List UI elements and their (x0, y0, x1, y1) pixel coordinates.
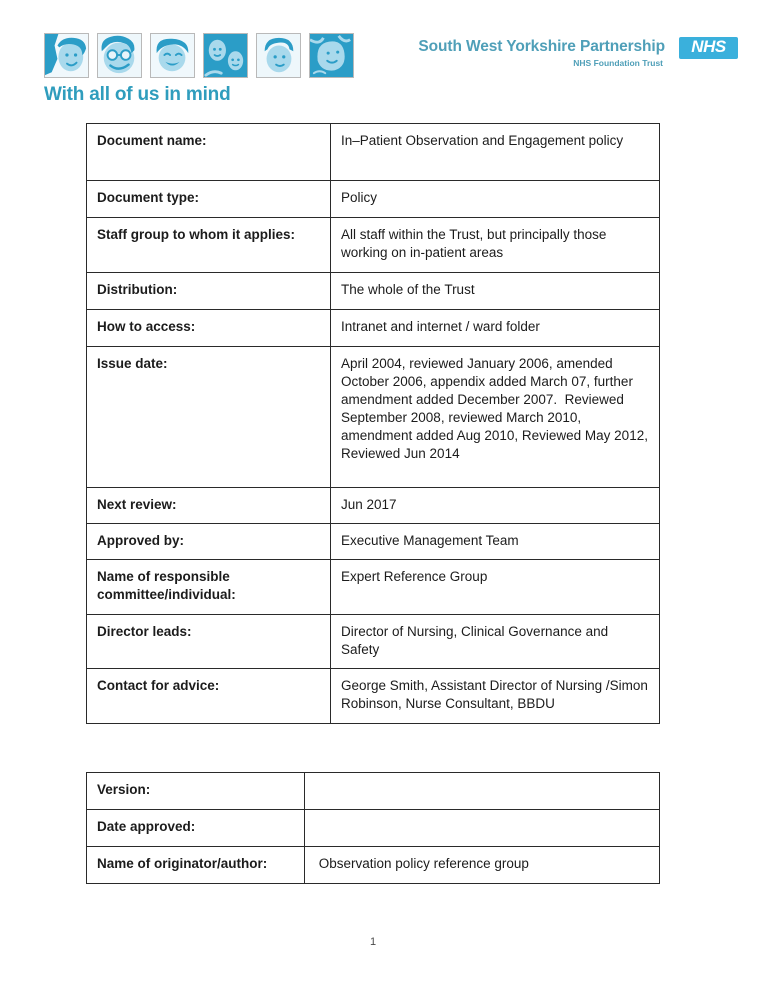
document-metadata-table (86, 123, 660, 724)
foundation-trust-label: NHS Foundation Trust (573, 58, 663, 68)
face-1-icon (44, 33, 89, 78)
row-value: Expert Reference Group (331, 560, 660, 615)
table-row-date-approved (87, 810, 660, 847)
row-value: Executive Management Team (331, 524, 660, 560)
nhs-text-column (418, 37, 665, 68)
row-label: Date approved: (87, 810, 305, 847)
table-row-version (87, 773, 660, 810)
row-value: The whole of the Trust (331, 273, 660, 310)
row-label: Issue date: (87, 347, 331, 488)
logo-tagline: With all of us in mind (44, 84, 231, 105)
row-label: Next review: (87, 488, 331, 524)
page-number: 1 (369, 936, 377, 948)
face-3-icon (150, 33, 195, 78)
row-label: Name of originator/author: (87, 847, 305, 884)
logo-face-strip (44, 33, 354, 78)
row-label: Document name: (87, 124, 331, 181)
row-label: Version: (87, 773, 305, 810)
row-label: Document type: (87, 181, 331, 218)
face-5-icon (256, 33, 301, 78)
face-4-icon (203, 33, 248, 78)
table-row-originator-author (87, 847, 660, 884)
table-row-approved-by (87, 524, 660, 560)
row-label: Name of responsible committee/individual: (87, 560, 331, 615)
table-row-how-to-access (87, 310, 660, 347)
row-value (305, 810, 660, 847)
nhs-branding (418, 37, 738, 68)
row-label: How to access: (87, 310, 331, 347)
row-value: Policy (331, 181, 660, 218)
row-value: April 2004, reviewed January 2006, amended October 2006, appendix added March 07, further amendment added December 2007. Reviewed September 2008, reviewed March 2010, amendment added Aug 2010, Reviewed May 2012, Reviewed Jun 2014 (331, 347, 660, 488)
table-row-document-type (87, 181, 660, 218)
row-label: Distribution: (87, 273, 331, 310)
trust-logo (44, 33, 354, 106)
table-row-issue-date (87, 347, 660, 488)
row-label: Approved by: (87, 524, 331, 560)
nhs-logo (679, 37, 738, 59)
table-row-document-name (87, 124, 660, 181)
row-value: Intranet and internet / ward folder (331, 310, 660, 347)
row-label: Contact for advice: (87, 669, 331, 724)
row-value: Director of Nursing, Clinical Governance and Safety (331, 615, 660, 669)
row-value: All staff within the Trust, but principally those working on in-patient areas (331, 218, 660, 273)
row-value: Observation policy reference group (305, 847, 660, 884)
table-row-distribution (87, 273, 660, 310)
row-value: George Smith, Assistant Director of Nursing /Simon Robinson, Nurse Consultant, BBDU (331, 669, 660, 724)
version-table (86, 772, 660, 884)
row-value (305, 773, 660, 810)
row-label: Staff group to whom it applies: (87, 218, 331, 273)
row-value: Jun 2017 (331, 488, 660, 524)
table-row-director-leads (87, 615, 660, 669)
face-6-icon (309, 33, 354, 78)
trust-name: South West Yorkshire Partnership (418, 38, 665, 55)
row-value: In–Patient Observation and Engagement policy (331, 124, 660, 181)
face-2-icon (97, 33, 142, 78)
table-row-responsible-committee (87, 560, 660, 615)
nhs-logo-text: NHS (691, 37, 726, 56)
table-row-next-review (87, 488, 660, 524)
row-label: Director leads: (87, 615, 331, 669)
table-row-staff-group (87, 218, 660, 273)
table-row-contact-for-advice (87, 669, 660, 724)
